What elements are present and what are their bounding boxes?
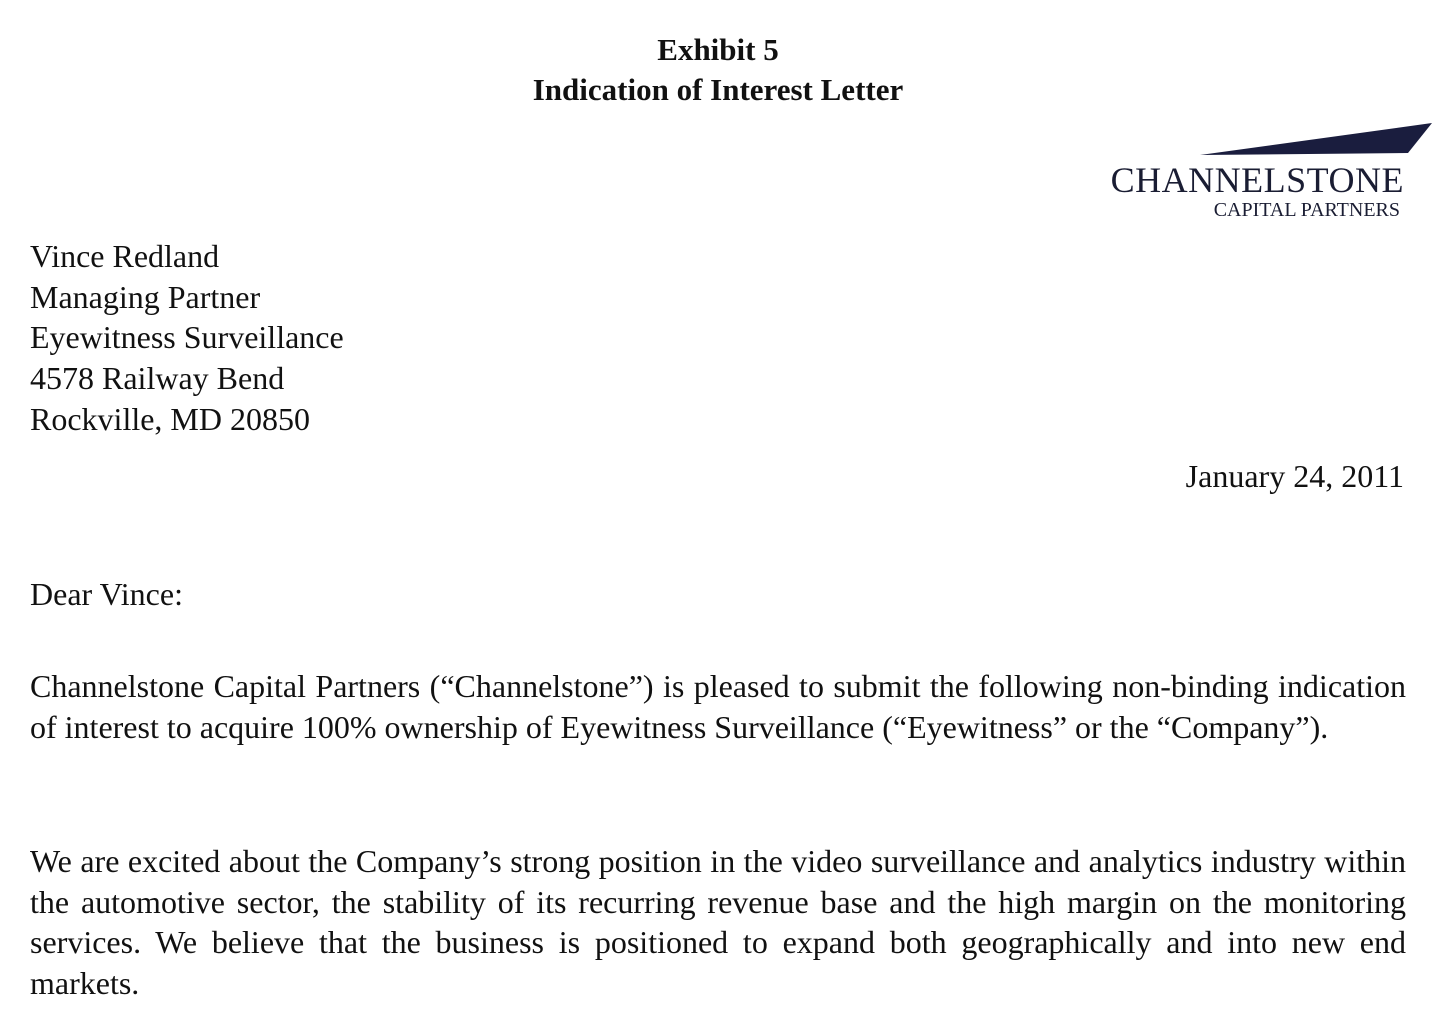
- salutation: Dear Vince:: [30, 576, 183, 612]
- recipient-title: Managing Partner: [30, 278, 261, 315]
- recipient-city: Rockville, MD 20850: [30, 400, 310, 437]
- logo-subtitle: CAPITAL PARTNERS: [1213, 199, 1400, 221]
- logo-name: CHANNELSTONE: [1110, 160, 1404, 200]
- exhibit-title: Indication of Interest Letter: [532, 72, 904, 107]
- recipient-name: Vince Redland: [30, 238, 220, 274]
- body-paragraph-rationale: We are excited about the Company’s strong position in the video surveillance and analytics industry within the automotive sector, the stability of its recurring revenue base and the high margin on the monitoring services. We believe that the business is positioned to expand both geographically and into new end markets.: [30, 843, 1406, 1002]
- exhibit-number: Exhibit 5: [657, 32, 779, 67]
- letter-date: January 24, 2011: [1185, 458, 1404, 494]
- recipient-street: 4578 Railway Bend: [30, 360, 285, 397]
- body-paragraph-intro: Channelstone Capital Partners (“Channelstone”) is pleased to submit the following non-binding indication of interest to acquire 100% ownership of Eyewitness Surveillance (“Eyewitness” or the “Company”).: [30, 668, 1406, 745]
- logo-swoosh-icon: [1040, 120, 1440, 160]
- channelstone-logo: [1040, 120, 1440, 230]
- exhibit-heading: [0, 30, 1436, 110]
- recipient-address: [30, 236, 344, 440]
- recipient-company: Eyewitness Surveillance: [30, 319, 344, 356]
